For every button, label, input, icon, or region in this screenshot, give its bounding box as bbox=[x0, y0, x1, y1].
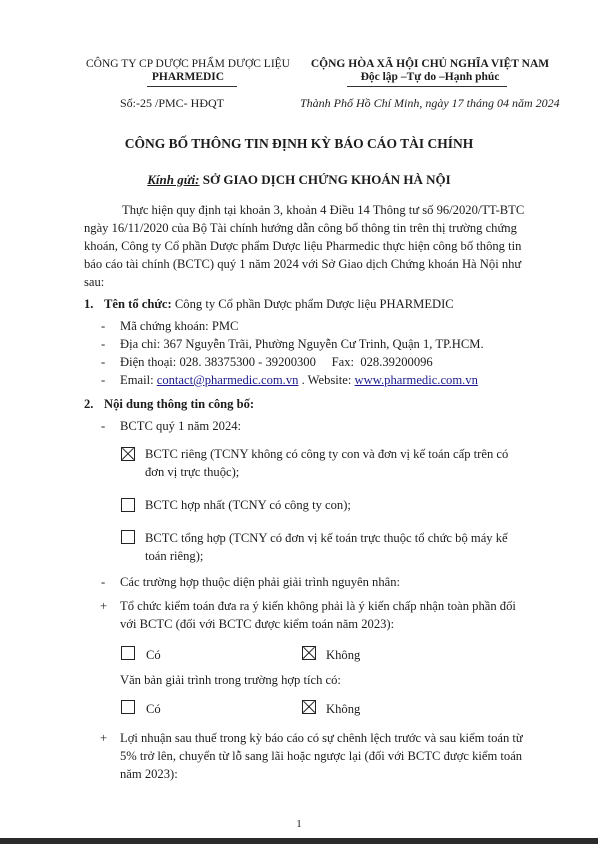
report-period: BCTC quý 1 năm 2024: bbox=[120, 419, 242, 433]
checkbox-explain-no[interactable] bbox=[302, 700, 316, 714]
website-link[interactable]: www.pharmedic.com.vn bbox=[354, 373, 478, 387]
option-combined-line2: toán riêng); bbox=[145, 549, 204, 563]
nation-title: CỘNG HÒA XÃ HỘI CHỦ NGHĨA VIỆT NAM bbox=[310, 58, 550, 70]
section1-heading bbox=[104, 296, 454, 313]
company-underline bbox=[147, 86, 237, 87]
explain-no-label: Không bbox=[326, 702, 361, 716]
intro-line: ngày 16/11/2020 của Bộ Tài chính hướng dẫn công bố thông tin trên thị trường chứng bbox=[84, 221, 517, 235]
email-link[interactable]: contact@pharmedic.com.vn bbox=[156, 373, 299, 387]
case1-line: Tổ chức kiểm toán đưa ra ý kiến không phải là ý kiến chấp nhận toàn phần đối bbox=[120, 599, 516, 613]
checkbox-combined-report[interactable] bbox=[121, 530, 135, 544]
bullet-dash: - bbox=[101, 419, 106, 433]
contact-line bbox=[120, 372, 478, 389]
bullet-plus: + bbox=[100, 599, 108, 613]
place-date: Thành Phố Hồ Chí Minh, ngày 17 tháng 04 năm 2024 bbox=[300, 96, 560, 110]
scan-edge bbox=[0, 838, 598, 844]
section1-number: 1. bbox=[84, 297, 94, 311]
checkbox-case1-no[interactable] bbox=[302, 646, 316, 660]
motto-underline bbox=[347, 86, 507, 87]
document-title: CÔNG BỐ THÔNG TIN ĐỊNH KỲ BÁO CÁO TÀI CHÍNH bbox=[124, 136, 474, 151]
cases-intro: Các trường hợp thuộc diện phải giải trình nguyên nhân: bbox=[120, 575, 401, 589]
checkbox-explain-yes[interactable] bbox=[121, 700, 135, 714]
website-label: . Website: bbox=[298, 373, 355, 387]
case2-line: 5% trở lên, chuyển từ lỗ sang lãi hoặc ngược lại (đối với BCTC được kiểm toán bbox=[120, 749, 523, 763]
intro-line: báo cáo tài chính (BCTC) quý 1 năm 2024 với Sở Giao dịch Chứng khoán Hà Nội như bbox=[84, 257, 522, 271]
recipient bbox=[0, 172, 598, 188]
section1-label: Tên tổ chức: bbox=[104, 297, 172, 311]
email-label: Email: bbox=[120, 373, 157, 387]
case1-yes-label: Có bbox=[146, 648, 161, 662]
option-separate-line1: BCTC riêng (TCNY không có công ty con và đơn vị kế toán cấp trên có bbox=[145, 447, 509, 461]
section2-heading: Nội dung thông tin công bố: bbox=[104, 397, 255, 411]
nation-motto: Độc lập –Tự do –Hạnh phúc bbox=[360, 71, 500, 83]
bullet-dash: - bbox=[101, 355, 106, 369]
company-name-line2: PHARMEDIC bbox=[151, 71, 225, 83]
phone-fax: Điện thoại: 028. 38375300 - 39200300 Fax: 028.39200096 bbox=[120, 355, 433, 369]
section2-number: 2. bbox=[84, 397, 94, 411]
checkbox-case1-yes[interactable] bbox=[121, 646, 135, 660]
page-number: 1 bbox=[296, 818, 302, 830]
bullet-dash: - bbox=[101, 373, 106, 387]
case2-line: Lợi nhuận sau thuế trong kỳ báo cáo có sự chênh lệch trước và sau kiểm toán từ bbox=[120, 731, 523, 745]
section1-value: Công ty Cổ phần Dược phẩm Dược liệu PHARMEDIC bbox=[174, 297, 454, 311]
checkbox-separate-report[interactable] bbox=[121, 447, 135, 461]
company-name-line1: CÔNG TY CP DƯỢC PHẨM DƯỢC LIỆU bbox=[86, 58, 290, 70]
stock-code: Mã chứng khoán: PMC bbox=[120, 319, 239, 333]
case2-line: năm 2023): bbox=[120, 767, 178, 781]
doc-number: Số:-25 /PMC- HĐQT bbox=[120, 96, 225, 110]
bullet-dash: - bbox=[101, 319, 106, 333]
case1-line: với BCTC (đối với BCTC được kiểm toán năm 2023): bbox=[120, 617, 395, 631]
bullet-dash: - bbox=[101, 575, 106, 589]
address: Địa chỉ: 367 Nguyễn Trãi, Phường Nguyễn Cư Trinh, Quận 1, TP.HCM. bbox=[120, 337, 484, 351]
option-separate-line2: đơn vị trực thuộc); bbox=[145, 465, 240, 479]
checkbox-consolidated-report[interactable] bbox=[121, 498, 135, 512]
case1-no-label: Không bbox=[326, 648, 361, 662]
recipient-label: Kính gửi: bbox=[147, 172, 200, 187]
explain-yes-label: Có bbox=[146, 702, 161, 716]
bullet-dash: - bbox=[101, 337, 106, 351]
recipient-name: SỞ GIAO DỊCH CHỨNG KHOÁN HÀ NỘI bbox=[202, 172, 451, 187]
intro-line: khoán, Công ty Cổ phần Dược phẩm Dược liệu Pharmedic thực hiện công bố thông tin bbox=[84, 239, 522, 253]
explain-label: Văn bản giải trình trong trường hợp tích có: bbox=[120, 673, 341, 687]
option-consolidated: BCTC hợp nhất (TCNY có công ty con); bbox=[145, 498, 351, 512]
bullet-plus: + bbox=[100, 731, 108, 745]
option-combined-line1: BCTC tổng hợp (TCNY có đơn vị kế toán trực thuộc tổ chức bộ máy kế bbox=[145, 531, 508, 545]
intro-line: sau: bbox=[84, 275, 105, 289]
intro-line: Thực hiện quy định tại khoản 3, khoản 4 Điều 14 Thông tư số 96/2020/TT-BTC bbox=[122, 203, 525, 217]
